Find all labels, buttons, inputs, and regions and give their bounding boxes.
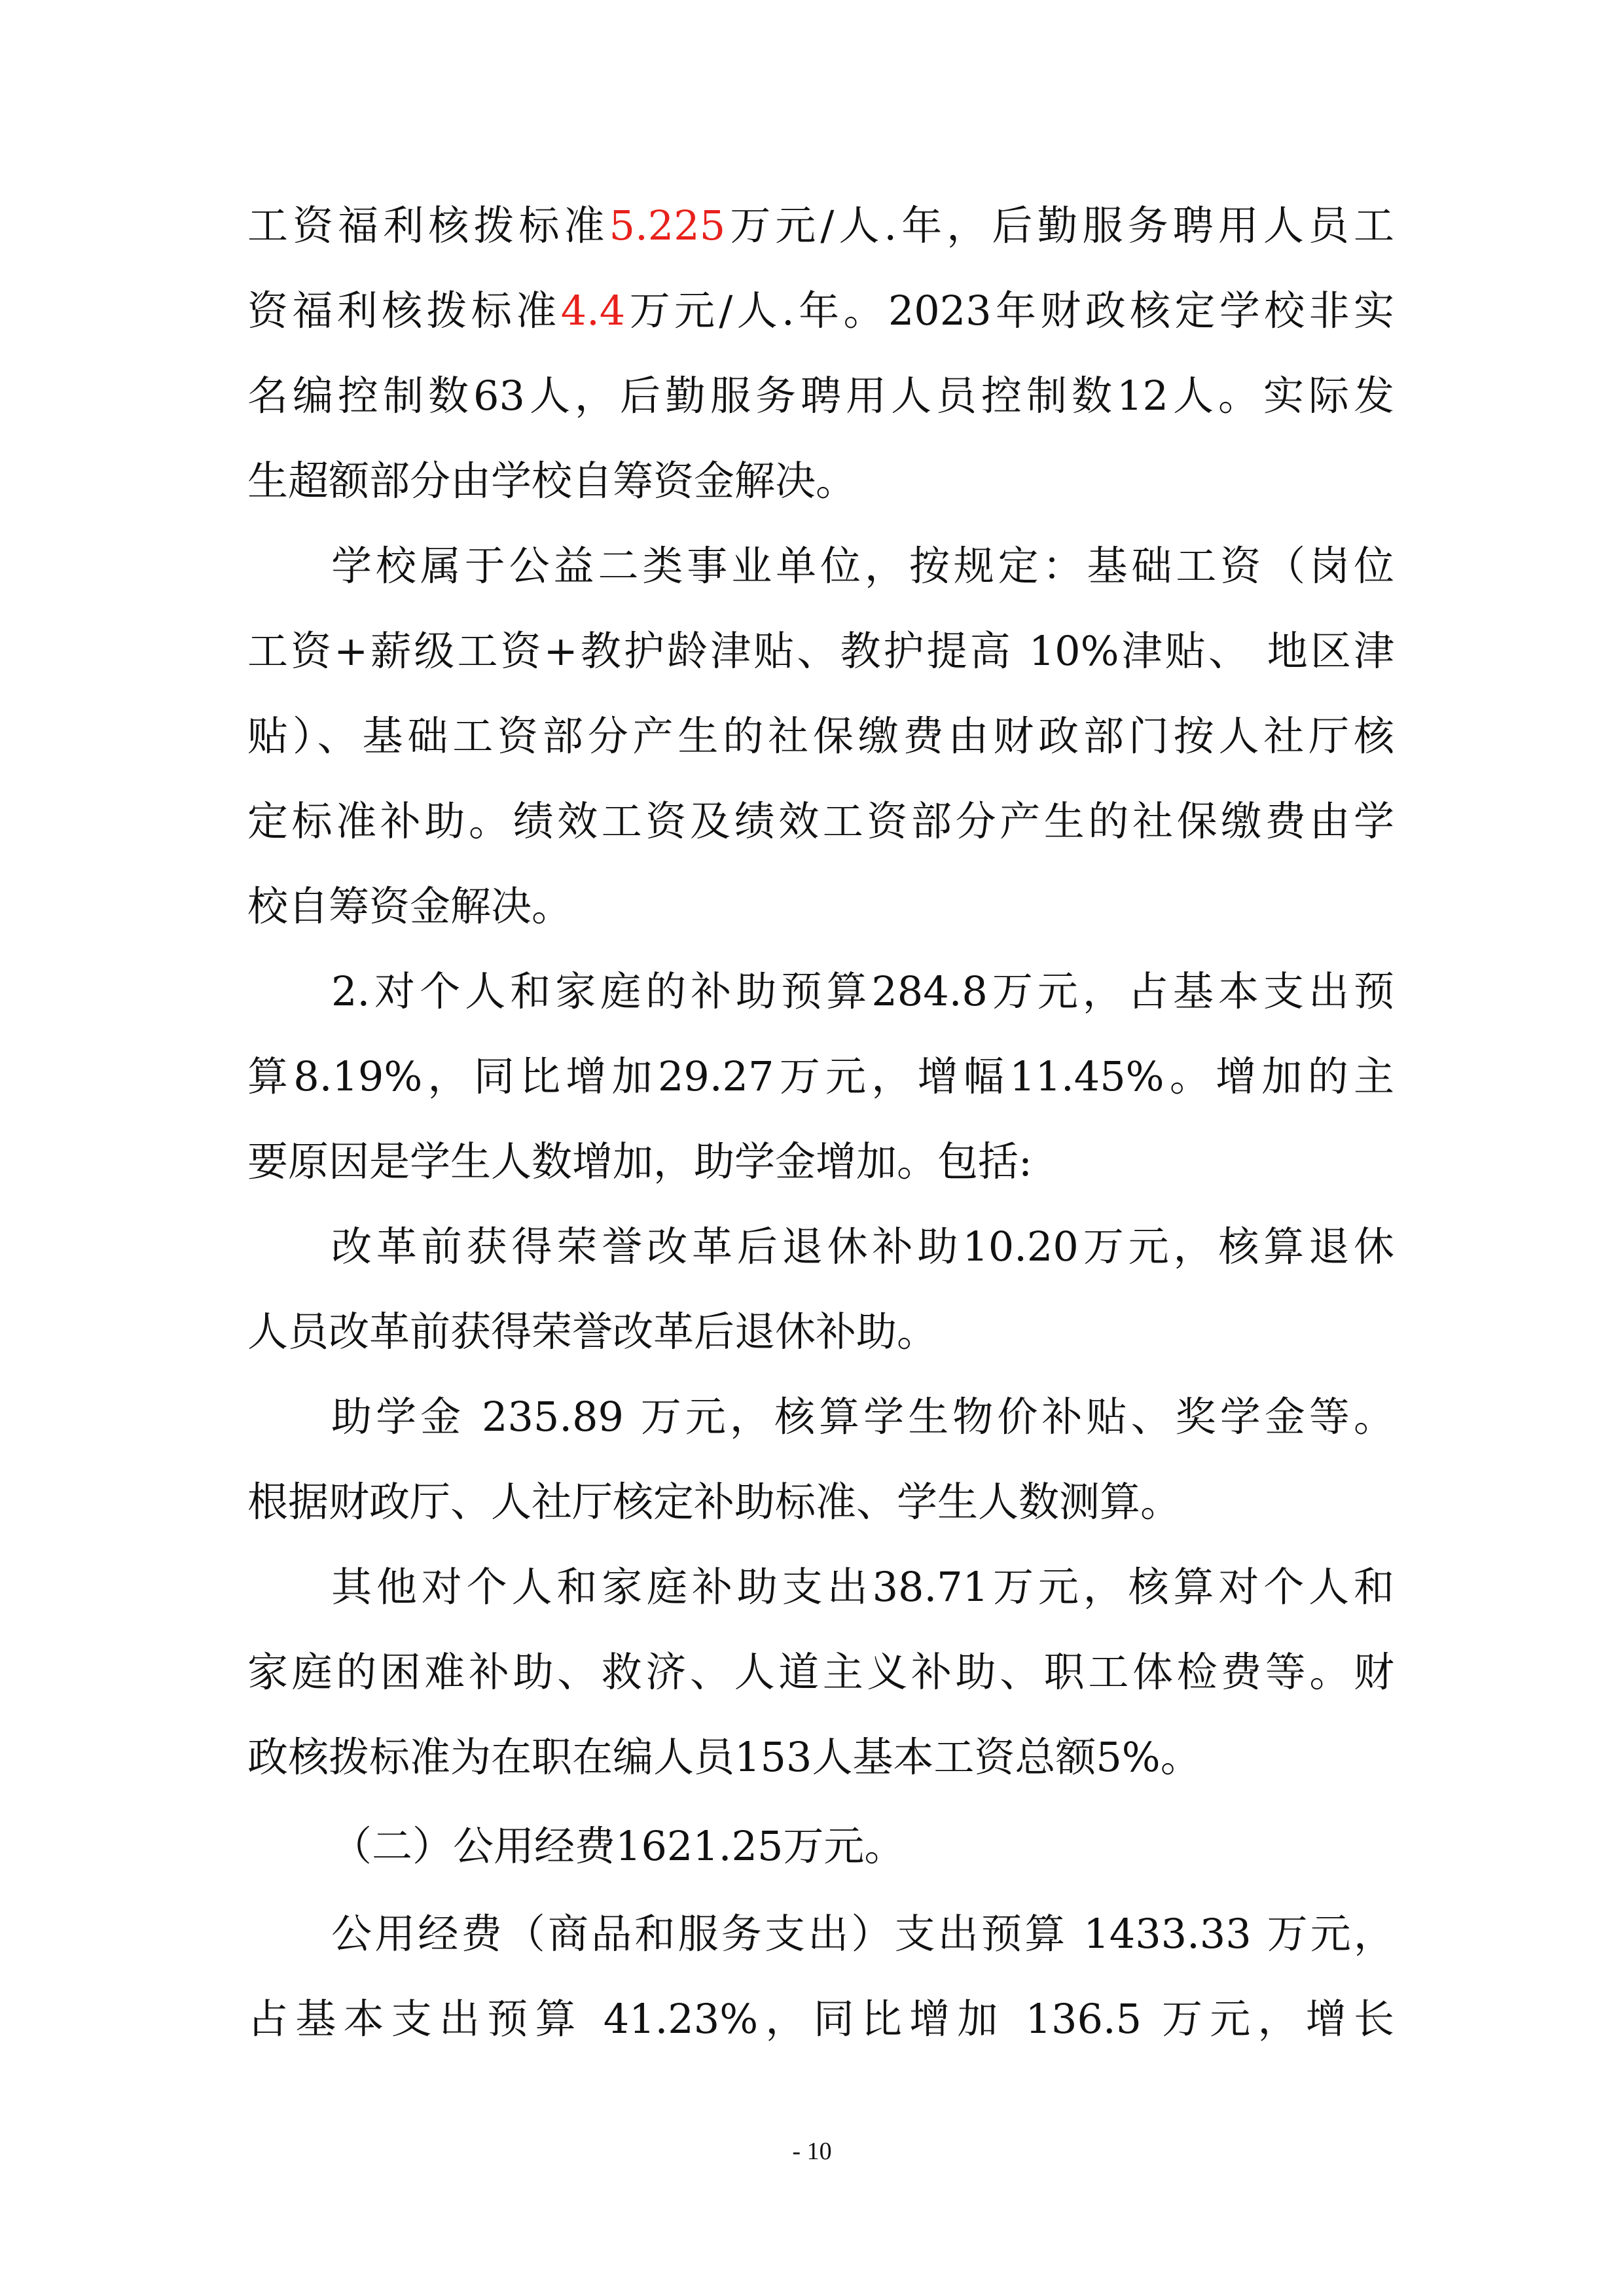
line-7: 贴）、基础工资部分产生的社保缴费由财政部门按人社厅核 xyxy=(247,712,1394,760)
line-4: 生超额部分由学校自筹资金解决。 xyxy=(247,457,857,505)
line-1-text-a: 工资福利核拨标准 xyxy=(247,202,609,249)
line-18: 家庭的困难补助、救济、人道主义补助、职工体检费等。财 xyxy=(247,1648,1394,1696)
line-19: 政核拨标准为在职在编人员153人基本工资总额5%。 xyxy=(247,1733,1201,1781)
line-6: 工资+薪级工资+教护龄津贴、教护提高 10%津贴、 地区津 xyxy=(247,627,1394,675)
line-21: 公用经费（商品和服务支出）支出预算 1433.33 万元， xyxy=(331,1910,1394,1958)
line-8: 定标准补助。绩效工资及绩效工资部分产生的社保缴费由学 xyxy=(247,797,1394,845)
line-2-highlight: 4.4 xyxy=(560,287,626,334)
line-22: 占基本支出预算 41.23%，同比增加 136.5 万元，增长 xyxy=(247,1995,1394,2043)
line-12: 要原因是学生人数增加，助学金增加。包括: xyxy=(247,1138,1032,1185)
line-11: 算8.19%，同比增加29.27万元，增幅11.45%。增加的主 xyxy=(247,1052,1394,1100)
line-1-highlight: 5.225 xyxy=(609,202,726,249)
line-10: 2.对个人和家庭的补助预算284.8万元，占基本支出预 xyxy=(331,967,1394,1015)
line-5: 学校属于公益二类事业单位，按规定：基础工资（岗位 xyxy=(331,542,1394,590)
line-17: 其他对个人和家庭补助支出38.71万元，核算对个人和 xyxy=(331,1563,1394,1611)
line-9: 校自筹资金解决。 xyxy=(247,882,573,930)
line-13: 改革前获得荣誉改革后退休补助10.20万元，核算退休 xyxy=(331,1223,1394,1270)
page-number: - 10 xyxy=(792,2138,832,2165)
line-3: 名编控制数63人，后勤服务聘用人员控制数12人。实际发 xyxy=(247,372,1394,420)
line-14: 人员改革前获得荣誉改革后退休补助。 xyxy=(247,1308,938,1355)
line-2-text-a: 资福利核拨标准 xyxy=(247,287,561,334)
line-1 xyxy=(247,196,1394,255)
line-1-text-b: 万元/人.年，后勤服务聘用人员工 xyxy=(725,202,1394,249)
line-16: 根据财政厅、人社厅核定补助标准、学生人数测算。 xyxy=(247,1478,1182,1526)
line-2 xyxy=(247,281,1394,340)
section-heading xyxy=(331,1817,905,1876)
line-15: 助学金 235.89 万元，核算学生物价补贴、奖学金等。 xyxy=(331,1393,1394,1441)
section-heading-text: 公用经费1621.25万元。 xyxy=(453,1822,905,1870)
section-heading-marker: （二） xyxy=(331,1822,454,1870)
line-2-text-b: 万元/人.年。2023年财政核定学校非实 xyxy=(625,287,1394,334)
